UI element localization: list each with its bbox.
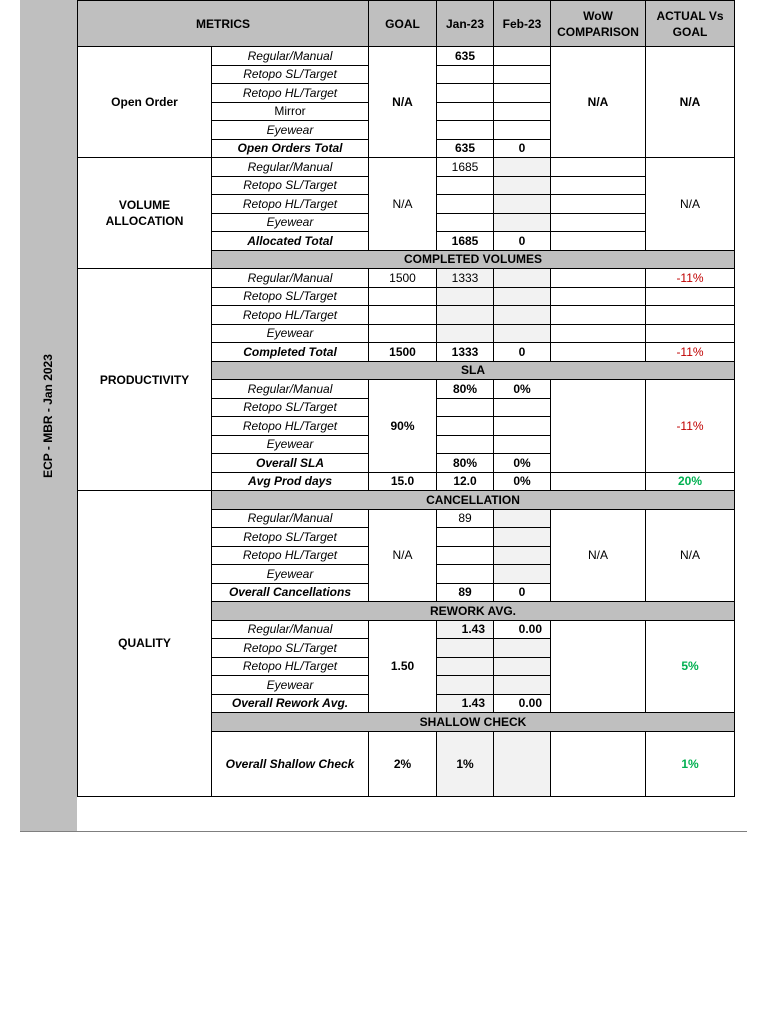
volume-goal: N/A xyxy=(369,158,437,251)
open-order-feb-cell xyxy=(494,65,551,84)
allocated-total-feb: 0 xyxy=(494,232,551,251)
open-order-feb-cell xyxy=(494,84,551,103)
open-order-jan-cell xyxy=(437,102,494,121)
rework-header: REWORK AVG. xyxy=(212,602,735,621)
completed-volumes-header: COMPLETED VOLUMES xyxy=(212,250,735,269)
open-orders-total-feb: 0 xyxy=(494,139,551,158)
volume-wow-cell xyxy=(551,158,646,177)
rework-jan-cell xyxy=(437,639,494,658)
volume-feb-cell xyxy=(494,176,551,195)
volume-jan-cell xyxy=(437,213,494,232)
overall-rework-label: Overall Rework Avg. xyxy=(212,694,369,713)
completed-wow-cell xyxy=(551,287,646,306)
overall-cancellations-feb: 0 xyxy=(494,583,551,602)
completed-actual-regular: -11% xyxy=(646,269,735,288)
sla-row-label: Eyewear xyxy=(212,435,369,454)
overall-sla-jan: 80% xyxy=(437,454,494,473)
open-orders-total-jan: 635 xyxy=(437,139,494,158)
overall-rework-feb: 0.00 xyxy=(494,694,551,713)
completed-total-feb: 0 xyxy=(494,343,551,362)
cancel-row-label: Regular/Manual xyxy=(212,509,369,528)
volume-row-label: Retopo SL/Target xyxy=(212,176,369,195)
cancel-actual: N/A xyxy=(646,509,735,602)
overall-cancellations-label: Overall Cancellations xyxy=(212,583,369,602)
overall-cancellations-jan: 89 xyxy=(437,583,494,602)
overall-rework-jan: 1.43 xyxy=(437,694,494,713)
rework-actual: 5% xyxy=(646,620,735,713)
completed-row-label: Retopo SL/Target xyxy=(212,287,369,306)
sla-row-label: Retopo SL/Target xyxy=(212,398,369,417)
volume-actual: N/A xyxy=(646,158,735,251)
header-wow: WoW COMPARISON xyxy=(551,1,646,47)
table-row xyxy=(78,269,735,288)
completed-feb-cell xyxy=(494,287,551,306)
open-order-feb-cell xyxy=(494,121,551,140)
open-order-row-label: Retopo HL/Target xyxy=(212,84,369,103)
sla-feb-regular: 0% xyxy=(494,380,551,399)
completed-jan-cell xyxy=(437,306,494,325)
volume-row-label: Eyewear xyxy=(212,213,369,232)
rework-row-label: Retopo SL/Target xyxy=(212,639,369,658)
avg-prod-days-actual: 20% xyxy=(646,472,735,491)
completed-total-actual: -11% xyxy=(646,343,735,362)
shallow-check-feb-cell xyxy=(494,731,551,796)
sla-goal: 90% xyxy=(369,380,437,473)
volume-feb-cell xyxy=(494,195,551,214)
cancel-feb-cell xyxy=(494,546,551,565)
rework-row-label: Retopo HL/Target xyxy=(212,657,369,676)
open-orders-total-label: Open Orders Total xyxy=(212,139,369,158)
rework-goal: 1.50 xyxy=(369,620,437,713)
completed-total-goal: 1500 xyxy=(369,343,437,362)
avg-prod-days-feb: 0% xyxy=(494,472,551,491)
open-order-row-label: Regular/Manual xyxy=(212,47,369,66)
header-metrics: METRICS xyxy=(78,1,369,47)
completed-jan-regular: 1333 xyxy=(437,269,494,288)
metrics-table xyxy=(77,0,735,797)
rework-wow-cell xyxy=(551,620,646,713)
rework-feb-cell xyxy=(494,657,551,676)
volume-jan-regular: 1685 xyxy=(437,158,494,177)
completed-wow-cell xyxy=(551,324,646,343)
completed-feb-cell xyxy=(494,269,551,288)
volume-jan-cell xyxy=(437,176,494,195)
volume-wow-cell xyxy=(551,176,646,195)
productivity-label: PRODUCTIVITY xyxy=(78,269,212,491)
cancel-feb-cell xyxy=(494,565,551,584)
avg-prod-days-jan: 12.0 xyxy=(437,472,494,491)
sla-jan-cell xyxy=(437,417,494,436)
rework-row-label: Eyewear xyxy=(212,676,369,695)
header-feb: Feb-23 xyxy=(494,1,551,47)
volume-wow-cell xyxy=(551,232,646,251)
rework-feb-cell xyxy=(494,639,551,658)
completed-wow-cell xyxy=(551,306,646,325)
open-order-row-label: Eyewear xyxy=(212,121,369,140)
completed-row-label: Retopo HL/Target xyxy=(212,306,369,325)
sla-jan-regular: 80% xyxy=(437,380,494,399)
sla-feb-cell xyxy=(494,435,551,454)
rework-jan-regular: 1.43 xyxy=(437,620,494,639)
cancel-row-label: Eyewear xyxy=(212,565,369,584)
completed-jan-cell xyxy=(437,287,494,306)
completed-goal-cell xyxy=(369,306,437,325)
completed-goal-cell xyxy=(369,324,437,343)
avg-prod-days-goal: 15.0 xyxy=(369,472,437,491)
rework-jan-cell xyxy=(437,657,494,676)
sla-wow-cell xyxy=(551,380,646,473)
sla-actual: -11% xyxy=(646,380,735,473)
shallow-check-goal: 2% xyxy=(369,731,437,796)
volume-jan-cell xyxy=(437,195,494,214)
cancel-jan-cell xyxy=(437,565,494,584)
open-order-jan-regular: 635 xyxy=(437,47,494,66)
completed-goal-regular: 1500 xyxy=(369,269,437,288)
cancel-jan-cell xyxy=(437,528,494,547)
overall-shallow-check-label: Overall Shallow Check xyxy=(212,731,369,796)
completed-feb-cell xyxy=(494,324,551,343)
volume-wow-cell xyxy=(551,213,646,232)
completed-row-label: Eyewear xyxy=(212,324,369,343)
cancel-row-label: Retopo SL/Target xyxy=(212,528,369,547)
open-order-actual: N/A xyxy=(646,47,735,158)
cancel-feb-cell xyxy=(494,528,551,547)
table-row xyxy=(78,47,735,66)
open-order-feb-cell xyxy=(494,102,551,121)
sla-jan-cell xyxy=(437,398,494,417)
sla-feb-cell xyxy=(494,417,551,436)
completed-wow-cell xyxy=(551,343,646,362)
sla-header: SLA xyxy=(212,361,735,380)
sla-jan-cell xyxy=(437,435,494,454)
cancel-row-label: Retopo HL/Target xyxy=(212,546,369,565)
sla-row-label: Regular/Manual xyxy=(212,380,369,399)
volume-feb-cell xyxy=(494,213,551,232)
volume-row-label: Retopo HL/Target xyxy=(212,195,369,214)
section-header-row xyxy=(78,491,735,510)
quality-label: QUALITY xyxy=(78,491,212,797)
avg-prod-days-label: Avg Prod days xyxy=(212,472,369,491)
open-order-row-label: Mirror xyxy=(212,102,369,121)
open-order-jan-cell xyxy=(437,84,494,103)
rework-row-label: Regular/Manual xyxy=(212,620,369,639)
volume-allocation-label: VOLUME ALLOCATION xyxy=(78,158,212,269)
cancel-feb-cell xyxy=(494,509,551,528)
allocated-total-jan: 1685 xyxy=(437,232,494,251)
shallow-check-wow-cell xyxy=(551,731,646,796)
cancellation-header: CANCELLATION xyxy=(212,491,735,510)
allocated-total-label: Allocated Total xyxy=(212,232,369,251)
bottom-rule xyxy=(20,831,747,832)
open-order-jan-cell xyxy=(437,65,494,84)
open-order-jan-cell xyxy=(437,121,494,140)
open-order-label: Open Order xyxy=(78,47,212,158)
completed-actual-cell xyxy=(646,287,735,306)
header-jan: Jan-23 xyxy=(437,1,494,47)
report-side-label: ECP - MBR - Jan 2023 xyxy=(41,354,55,478)
rework-feb-cell xyxy=(494,676,551,695)
completed-goal-cell xyxy=(369,287,437,306)
overall-sla-label: Overall SLA xyxy=(212,454,369,473)
rework-feb-regular: 0.00 xyxy=(494,620,551,639)
completed-actual-cell xyxy=(646,324,735,343)
completed-actual-cell xyxy=(646,306,735,325)
open-order-wow: N/A xyxy=(551,47,646,158)
cancel-goal: N/A xyxy=(369,509,437,602)
completed-wow-cell xyxy=(551,269,646,288)
volume-row-label: Regular/Manual xyxy=(212,158,369,177)
table-row xyxy=(78,158,735,177)
shallow-check-actual: 1% xyxy=(646,731,735,796)
sla-feb-cell xyxy=(494,398,551,417)
volume-feb-cell xyxy=(494,158,551,177)
overall-sla-feb: 0% xyxy=(494,454,551,473)
table-header-row xyxy=(78,1,735,47)
cancel-jan-regular: 89 xyxy=(437,509,494,528)
avg-prod-days-wow-cell xyxy=(551,472,646,491)
shallow-check-jan: 1% xyxy=(437,731,494,796)
cancel-jan-cell xyxy=(437,546,494,565)
completed-row-label: Regular/Manual xyxy=(212,269,369,288)
completed-feb-cell xyxy=(494,306,551,325)
completed-total-jan: 1333 xyxy=(437,343,494,362)
open-order-feb-cell xyxy=(494,47,551,66)
open-order-row-label: Retopo SL/Target xyxy=(212,65,369,84)
open-order-goal: N/A xyxy=(369,47,437,158)
rework-jan-cell xyxy=(437,676,494,695)
header-actual-vs-goal: ACTUAL Vs GOAL xyxy=(646,1,735,47)
completed-total-label: Completed Total xyxy=(212,343,369,362)
cancel-wow: N/A xyxy=(551,509,646,602)
sla-row-label: Retopo HL/Target xyxy=(212,417,369,436)
volume-wow-cell xyxy=(551,195,646,214)
shallow-check-header: SHALLOW CHECK xyxy=(212,713,735,732)
completed-jan-cell xyxy=(437,324,494,343)
header-goal: GOAL xyxy=(369,1,437,47)
